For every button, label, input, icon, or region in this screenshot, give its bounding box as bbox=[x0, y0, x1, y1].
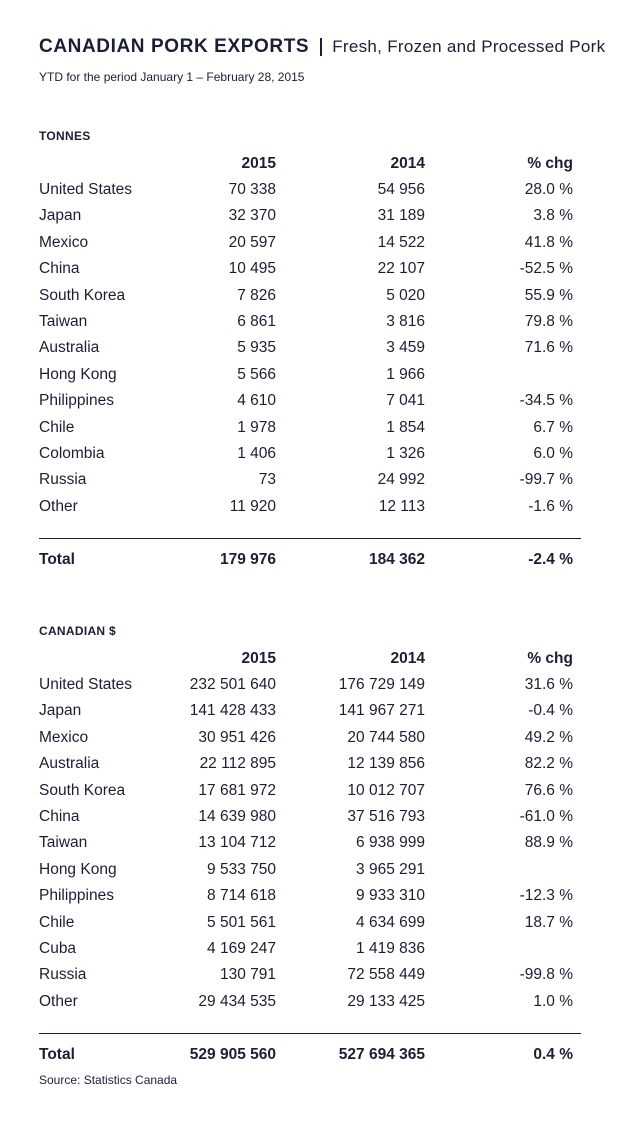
pct-change: 31.6 % bbox=[524, 676, 573, 693]
value-2015: 73 bbox=[258, 471, 276, 489]
value-2015: 5 501 561 bbox=[207, 913, 276, 931]
country-name: Taiwan bbox=[39, 834, 88, 852]
country-name: Chile bbox=[39, 913, 75, 931]
total-2014: 184 362 bbox=[368, 551, 425, 569]
value-2014: 6 938 999 bbox=[356, 834, 425, 852]
value-2015: 130 791 bbox=[219, 966, 276, 984]
column-header-row bbox=[39, 646, 581, 672]
country-name: Australia bbox=[39, 339, 100, 357]
value-2014: 1 419 836 bbox=[356, 939, 425, 957]
country-name: Japan bbox=[39, 207, 82, 225]
header-pct-change: % chg bbox=[527, 155, 573, 172]
value-2014: 1 326 bbox=[386, 444, 425, 462]
value-2015: 5 566 bbox=[237, 365, 276, 383]
table-row bbox=[39, 230, 581, 256]
country-name: Australia bbox=[39, 755, 100, 773]
pct-change bbox=[425, 857, 573, 883]
header-2015: 2015 bbox=[241, 155, 276, 172]
table-row bbox=[39, 415, 581, 441]
value-2015: 9 533 750 bbox=[207, 860, 276, 878]
total-pct-change: 0.4 % bbox=[533, 1046, 573, 1064]
value-2015: 11 920 bbox=[229, 497, 276, 515]
value-2014: 22 107 bbox=[377, 260, 425, 278]
table-row bbox=[39, 467, 581, 493]
report-header bbox=[39, 36, 605, 84]
country-name: Hong Kong bbox=[39, 860, 117, 878]
table-row bbox=[39, 335, 581, 361]
value-2014: 3 816 bbox=[386, 312, 425, 330]
country-name: Mexico bbox=[39, 728, 89, 746]
total-row bbox=[39, 1042, 581, 1068]
value-2015: 1 978 bbox=[237, 418, 276, 436]
canadian-dollars-table bbox=[39, 624, 581, 1068]
total-label: Total bbox=[39, 551, 75, 569]
value-2014: 24 992 bbox=[377, 471, 425, 489]
value-2014: 31 189 bbox=[377, 207, 425, 225]
tonnes-rows bbox=[39, 177, 581, 520]
pct-change: 82.2 % bbox=[524, 755, 573, 773]
total-divider bbox=[39, 538, 581, 539]
canadian-rows bbox=[39, 672, 581, 1015]
country-name: Japan bbox=[39, 702, 82, 720]
table-row bbox=[39, 283, 581, 309]
pct-change bbox=[425, 362, 573, 388]
value-2014: 3 459 bbox=[386, 339, 425, 357]
table-row bbox=[39, 751, 581, 777]
report-title: CANADIAN PORK EXPORTS bbox=[39, 36, 310, 57]
table-row bbox=[39, 362, 581, 388]
table-row bbox=[39, 494, 581, 520]
pct-change: 3.8 % bbox=[533, 207, 573, 225]
value-2014: 141 967 271 bbox=[338, 702, 425, 720]
value-2015: 17 681 972 bbox=[198, 781, 276, 799]
pct-change: 55.9 % bbox=[524, 286, 573, 304]
table-row bbox=[39, 989, 581, 1015]
value-2015: 29 434 535 bbox=[198, 992, 276, 1010]
country-name: Russia bbox=[39, 966, 87, 984]
pct-change: 79.8 % bbox=[524, 312, 573, 330]
total-pct-change: -2.4 % bbox=[528, 551, 573, 569]
value-2014: 72 558 449 bbox=[347, 966, 425, 984]
country-name: Mexico bbox=[39, 233, 89, 251]
value-2015: 30 951 426 bbox=[198, 728, 276, 746]
table-row bbox=[39, 698, 581, 724]
pct-change bbox=[425, 936, 573, 962]
value-2014: 5 020 bbox=[386, 286, 425, 304]
value-2015: 14 639 980 bbox=[198, 807, 276, 825]
value-2014: 4 634 699 bbox=[356, 913, 425, 931]
pct-change: 49.2 % bbox=[524, 728, 573, 746]
table-row bbox=[39, 910, 581, 936]
table-row bbox=[39, 857, 581, 883]
table-row bbox=[39, 672, 581, 698]
pct-change: 6.0 % bbox=[533, 444, 573, 462]
pct-change: 6.7 % bbox=[533, 418, 573, 436]
header-pct-change: % chg bbox=[527, 650, 573, 667]
value-2014: 10 012 707 bbox=[347, 781, 425, 799]
source-note: Source: Statistics Canada bbox=[39, 1073, 178, 1087]
tonnes-table bbox=[39, 129, 581, 573]
pct-change: 71.6 % bbox=[524, 339, 573, 357]
total-2015: 179 976 bbox=[219, 551, 276, 569]
pct-change: -99.8 % bbox=[519, 966, 573, 984]
table-row bbox=[39, 804, 581, 830]
value-2014: 14 522 bbox=[377, 233, 425, 251]
value-2015: 8 714 618 bbox=[207, 887, 276, 905]
pct-change: 28.0 % bbox=[524, 181, 573, 198]
table-row bbox=[39, 725, 581, 751]
value-2015: 10 495 bbox=[228, 260, 276, 278]
total-row bbox=[39, 547, 581, 573]
total-divider bbox=[39, 1033, 581, 1034]
header-2014: 2014 bbox=[390, 155, 425, 172]
value-2015: 4 169 247 bbox=[207, 939, 276, 957]
country-name: Cuba bbox=[39, 939, 77, 957]
section-label-canadian: CANADIAN $ bbox=[39, 624, 117, 638]
pct-change: -1.6 % bbox=[528, 497, 573, 515]
value-2015: 232 501 640 bbox=[189, 676, 276, 693]
table-row bbox=[39, 256, 581, 282]
country-name: Russia bbox=[39, 471, 87, 489]
country-name: Philippines bbox=[39, 392, 114, 410]
value-2014: 54 956 bbox=[377, 181, 425, 198]
pct-change: 1.0 % bbox=[533, 992, 573, 1010]
table-row bbox=[39, 962, 581, 988]
table-row bbox=[39, 309, 581, 335]
value-2015: 70 338 bbox=[228, 181, 276, 198]
report-subtitle: Fresh, Frozen and Processed Pork bbox=[332, 37, 606, 56]
value-2014: 1 966 bbox=[386, 365, 425, 383]
column-header-row bbox=[39, 151, 581, 177]
value-2014: 12 113 bbox=[378, 497, 425, 515]
value-2014: 12 139 856 bbox=[347, 755, 425, 773]
value-2014: 3 965 291 bbox=[356, 860, 425, 878]
value-2015: 7 826 bbox=[237, 286, 276, 304]
country-name: South Korea bbox=[39, 781, 126, 799]
value-2014: 1 854 bbox=[386, 418, 425, 436]
table-row bbox=[39, 936, 581, 962]
value-2015: 141 428 433 bbox=[189, 702, 276, 720]
pct-change: -12.3 % bbox=[519, 887, 573, 905]
header-country bbox=[39, 151, 186, 177]
country-name: United States bbox=[39, 676, 133, 693]
country-name: Other bbox=[39, 497, 78, 515]
table-row bbox=[39, 441, 581, 467]
value-2015: 13 104 712 bbox=[198, 834, 276, 852]
pct-change: 88.9 % bbox=[524, 834, 573, 852]
pct-change: -34.5 % bbox=[519, 392, 573, 410]
pct-change: -52.5 % bbox=[519, 260, 573, 278]
value-2014: 176 729 149 bbox=[338, 676, 425, 693]
value-2014: 37 516 793 bbox=[347, 807, 425, 825]
value-2014: 29 133 425 bbox=[347, 992, 425, 1010]
value-2015: 32 370 bbox=[228, 207, 276, 225]
report-period: YTD for the period January 1 – February 28, 2015 bbox=[39, 70, 305, 84]
header-2014: 2014 bbox=[390, 650, 425, 667]
total-label: Total bbox=[39, 1046, 75, 1064]
value-2015: 6 861 bbox=[237, 312, 276, 330]
value-2014: 7 041 bbox=[386, 392, 425, 410]
header-2015: 2015 bbox=[241, 650, 276, 667]
value-2014: 9 933 310 bbox=[356, 887, 425, 905]
table-row bbox=[39, 177, 581, 203]
value-2015: 1 406 bbox=[237, 444, 276, 462]
title-separator bbox=[320, 38, 322, 56]
table-row bbox=[39, 883, 581, 909]
table-row bbox=[39, 778, 581, 804]
total-2014: 527 694 365 bbox=[338, 1046, 425, 1064]
country-name: Philippines bbox=[39, 887, 114, 905]
table-row bbox=[39, 830, 581, 856]
pct-change: 41.8 % bbox=[524, 233, 573, 251]
country-name: United States bbox=[39, 181, 133, 198]
title-row bbox=[39, 36, 605, 58]
country-name: Taiwan bbox=[39, 312, 88, 330]
table-row bbox=[39, 203, 581, 229]
country-name: Colombia bbox=[39, 444, 105, 462]
header-country bbox=[39, 646, 186, 672]
value-2015: 4 610 bbox=[237, 392, 276, 410]
table-row bbox=[39, 388, 581, 414]
section-label-tonnes: TONNES bbox=[39, 129, 91, 143]
country-name: Hong Kong bbox=[39, 365, 117, 383]
country-name: China bbox=[39, 260, 80, 278]
pct-change: 76.6 % bbox=[524, 781, 573, 799]
country-name: South Korea bbox=[39, 286, 126, 304]
value-2015: 20 597 bbox=[228, 233, 276, 251]
value-2014: 20 744 580 bbox=[347, 728, 425, 746]
country-name: Other bbox=[39, 992, 78, 1010]
pct-change: -99.7 % bbox=[519, 471, 573, 489]
country-name: Chile bbox=[39, 418, 75, 436]
pct-change: -0.4 % bbox=[528, 702, 573, 720]
total-2015: 529 905 560 bbox=[189, 1046, 276, 1064]
pct-change: -61.0 % bbox=[519, 807, 573, 825]
country-name: China bbox=[39, 807, 80, 825]
value-2015: 22 112 895 bbox=[199, 755, 276, 773]
pct-change: 18.7 % bbox=[524, 913, 573, 931]
value-2015: 5 935 bbox=[237, 339, 276, 357]
